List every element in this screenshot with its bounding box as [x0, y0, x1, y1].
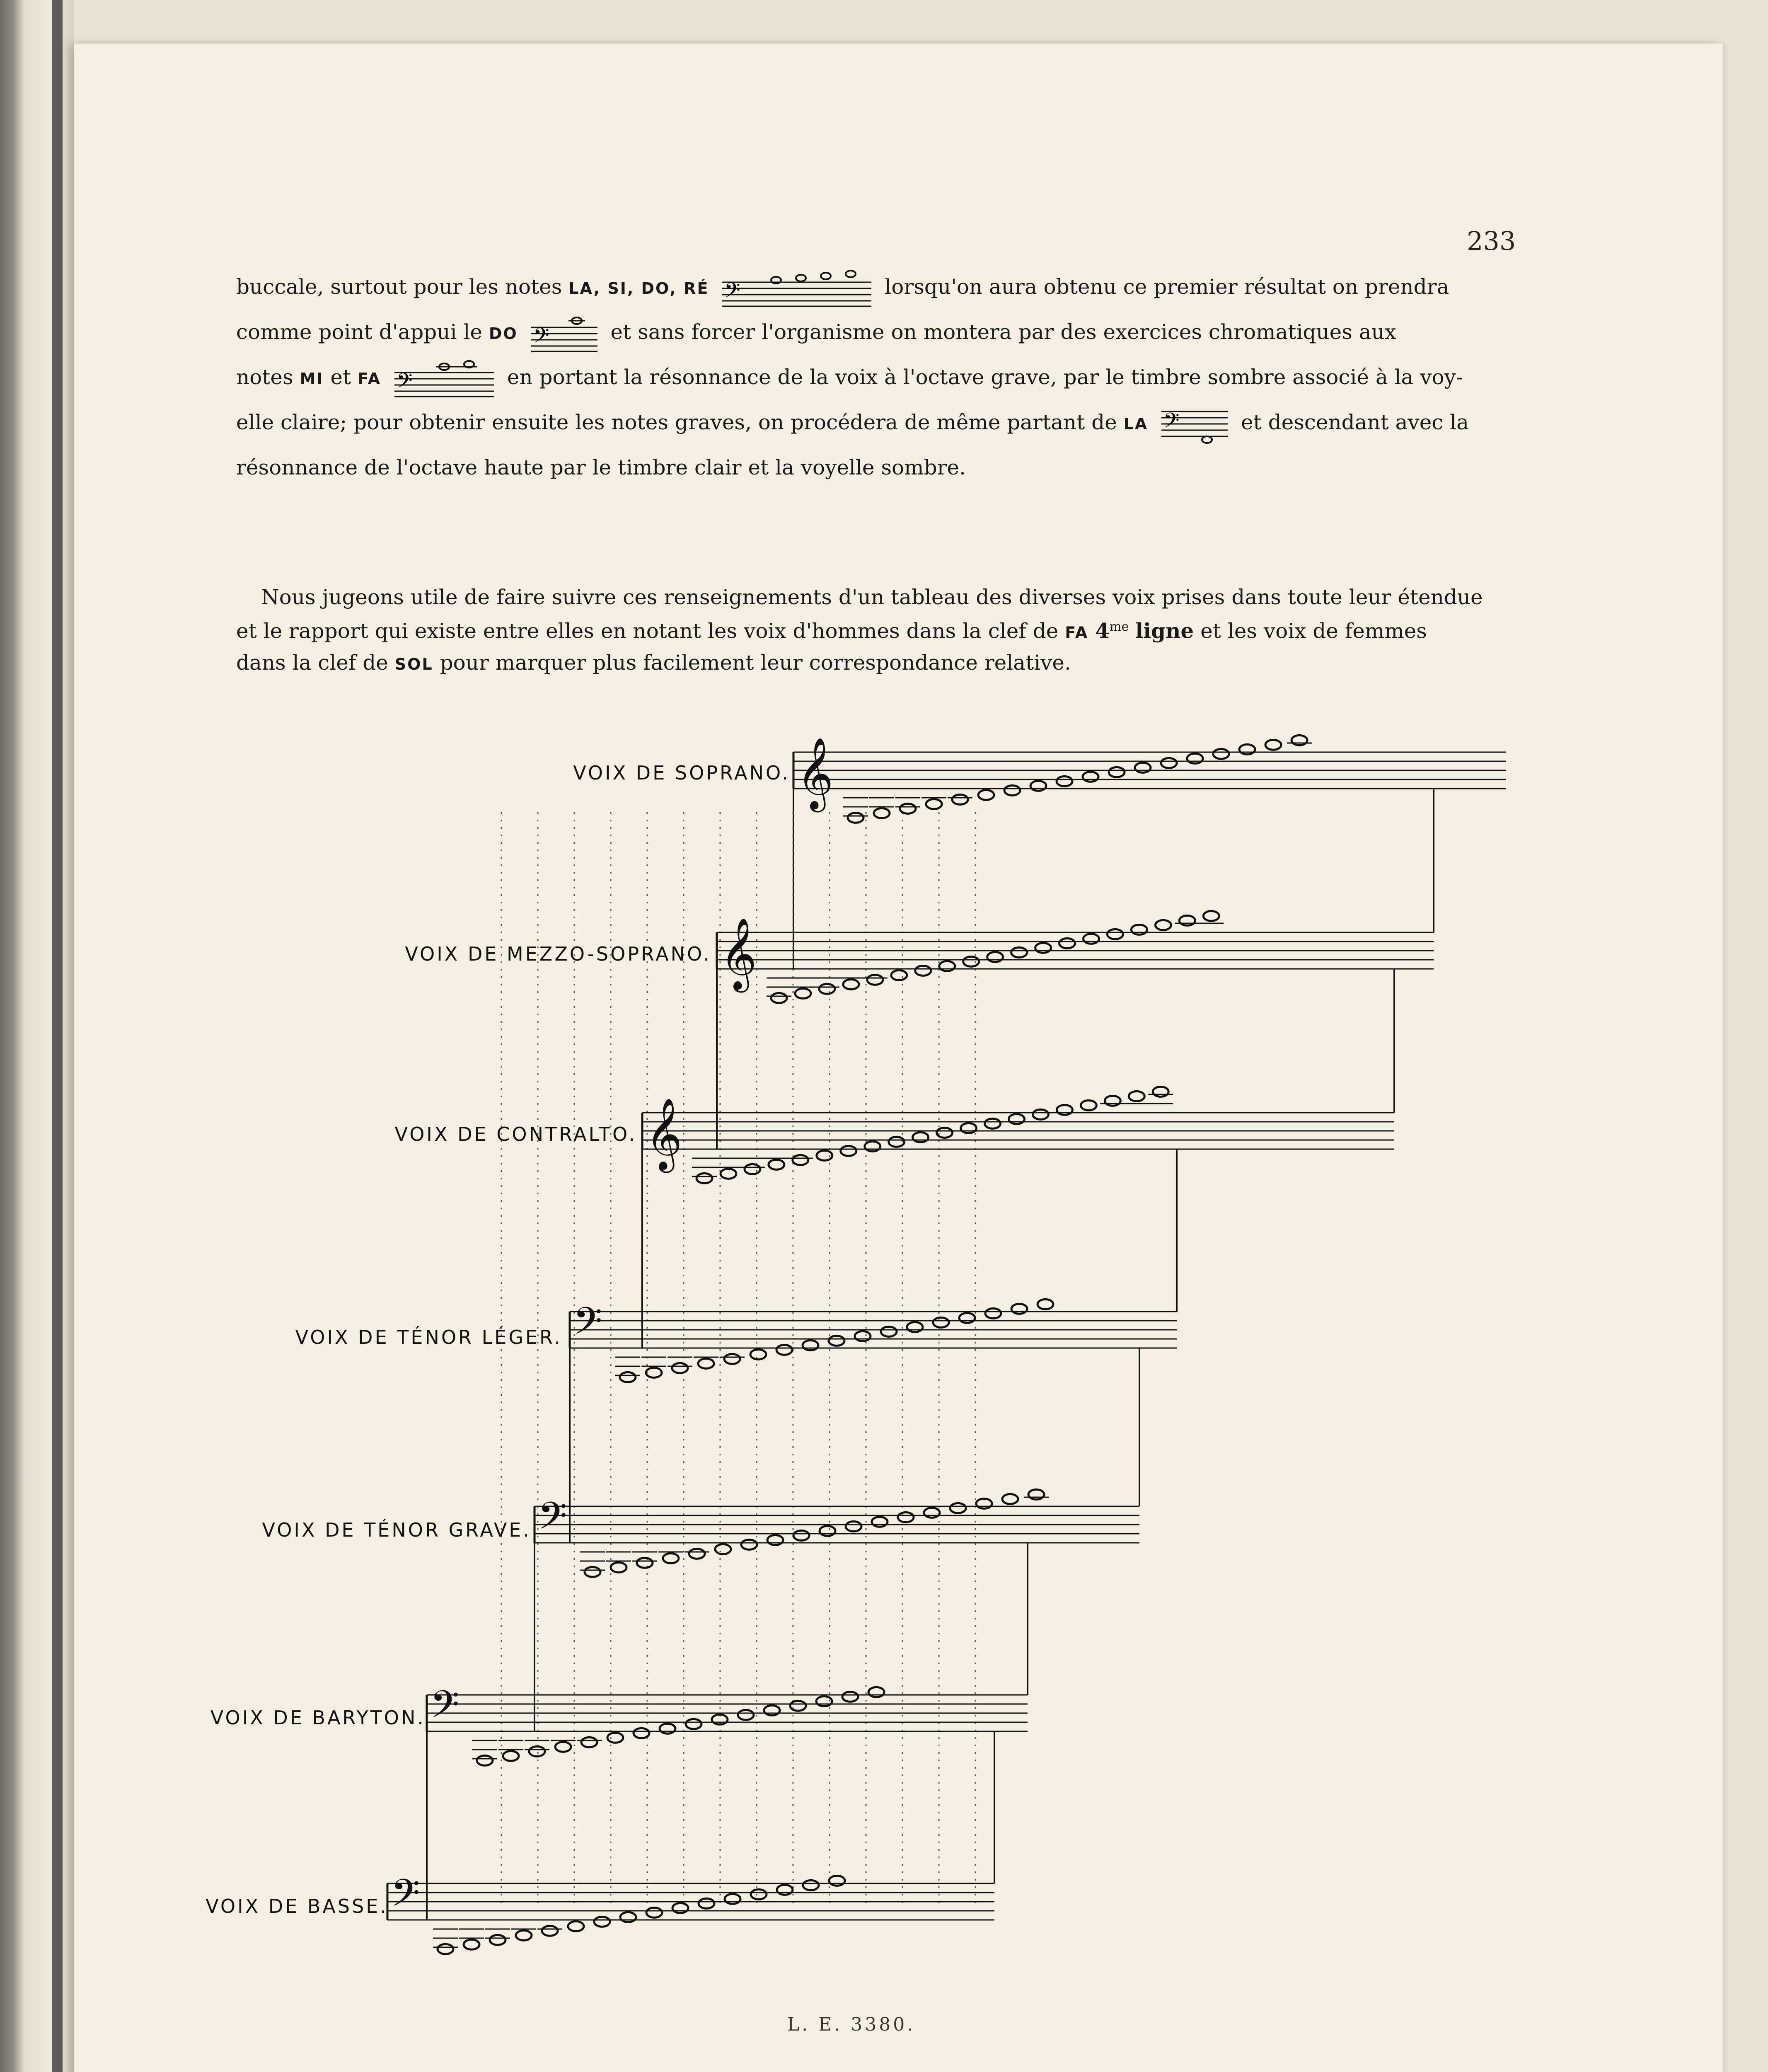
whole-note — [961, 1123, 977, 1133]
whole-note — [952, 794, 968, 804]
whole-note — [721, 1169, 736, 1179]
whole-note — [738, 1710, 754, 1720]
text: et les voix de femmes — [1200, 619, 1427, 643]
whole-note — [926, 799, 942, 809]
text: comme point d'appui le — [236, 320, 482, 344]
whole-note — [568, 1921, 584, 1931]
whole-note — [1081, 1100, 1096, 1110]
whole-note — [842, 1692, 858, 1702]
treble-clef-icon: 𝄞 — [720, 917, 757, 990]
para2-line1: Nous jugeons utile de faire suivre ces renseignements d'un tableau des diverses voix prises dans toute leur étendue — [261, 585, 1483, 609]
whole-note — [913, 1132, 929, 1142]
whole-note — [1135, 762, 1151, 772]
whole-note — [795, 988, 811, 998]
text: dans la clef de — [236, 650, 388, 675]
whole-note — [881, 1326, 897, 1336]
whole-note — [767, 1535, 783, 1545]
whole-note — [594, 1917, 610, 1927]
whole-note — [637, 1558, 653, 1568]
whole-note — [1057, 776, 1072, 786]
whole-note — [1033, 1109, 1048, 1119]
whole-note — [464, 1939, 479, 1949]
whole-note — [907, 1322, 923, 1332]
whole-note — [1030, 781, 1046, 791]
svg-text:𝄢: 𝄢 — [533, 324, 549, 352]
text: en portant la résonnance de la voix à l'octave grave, par le timbre sombre associé à la voy- — [507, 365, 1463, 389]
whole-note — [751, 1889, 767, 1899]
whole-note — [1035, 943, 1051, 953]
whole-note — [771, 993, 787, 1003]
whole-note — [1011, 1304, 1027, 1314]
clef-name: FA — [1065, 623, 1089, 642]
bass-clef-icon: 𝄢 — [573, 1299, 602, 1352]
whole-note — [829, 1876, 845, 1886]
whole-note — [867, 975, 883, 985]
text: pour marquer plus facilement leur correspondance relative. — [440, 650, 1071, 675]
treble-clef-icon: 𝄞 — [646, 1098, 682, 1170]
whole-note — [1107, 929, 1123, 939]
note-name: DO — [489, 324, 518, 343]
whole-note — [477, 1755, 493, 1765]
whole-note — [1213, 749, 1229, 759]
text: notes — [236, 365, 293, 389]
whole-note — [985, 1118, 1001, 1128]
whole-note — [672, 1903, 688, 1913]
whole-note — [438, 1944, 453, 1954]
whole-note — [686, 1719, 701, 1729]
whole-note — [620, 1912, 636, 1922]
whole-note — [803, 1340, 818, 1350]
whole-note — [843, 979, 859, 989]
whole-note — [819, 984, 835, 994]
whole-note — [865, 1141, 880, 1151]
bass-clef-icon: 𝄢 — [391, 1871, 420, 1924]
bass-clef-icon: 𝄢 — [430, 1682, 460, 1736]
whole-note — [764, 1705, 780, 1715]
voice-label-mezzo-soprano: VOIX DE MEZZO-SOPRANO. — [405, 943, 711, 965]
whole-note — [581, 1737, 597, 1747]
whole-note — [950, 1503, 966, 1513]
note-name: LA — [1123, 415, 1149, 433]
whole-note — [490, 1935, 505, 1945]
text: et — [330, 365, 351, 389]
svg-text:𝄢: 𝄢 — [724, 278, 740, 307]
whole-note — [1004, 785, 1020, 795]
whole-note — [745, 1164, 760, 1174]
whole-note — [939, 961, 955, 971]
whole-note — [689, 1549, 705, 1559]
note-name: FA — [358, 370, 382, 388]
whole-note — [1002, 1494, 1018, 1504]
whole-note — [933, 1317, 949, 1327]
whole-note — [855, 1331, 871, 1341]
whole-note — [1179, 915, 1195, 925]
ligne-word: ligne — [1135, 618, 1194, 643]
whole-note — [724, 1354, 740, 1364]
whole-note — [660, 1723, 675, 1733]
whole-note — [1265, 740, 1281, 750]
whole-note — [1059, 938, 1075, 948]
whole-note — [672, 1363, 688, 1373]
footer-plate-number: L. E. 3380. — [787, 2014, 916, 2035]
whole-note — [1083, 934, 1099, 944]
whole-note — [1292, 735, 1307, 745]
whole-note — [529, 1746, 545, 1756]
text: elle claire; pour obtenir ensuite les notes graves, on procédera de même partant de — [236, 410, 1117, 434]
whole-note — [985, 1308, 1001, 1318]
whole-note — [1187, 753, 1203, 763]
whole-note — [891, 970, 907, 980]
whole-note — [790, 1701, 806, 1711]
whole-note — [959, 1313, 975, 1323]
text: et le rapport qui existe entre elles en notant les voix d'hommes dans la clef de — [236, 619, 1059, 643]
whole-note — [1057, 1105, 1072, 1115]
whole-note — [924, 1508, 940, 1518]
whole-note — [915, 966, 931, 975]
text: et descendant avec la — [1241, 410, 1469, 434]
whole-note — [868, 1687, 884, 1697]
whole-note — [900, 804, 916, 813]
svg-text:𝄢: 𝄢 — [1163, 409, 1180, 438]
whole-note — [937, 1128, 953, 1138]
whole-note — [793, 1155, 808, 1165]
whole-note — [620, 1372, 636, 1382]
whole-note — [715, 1544, 731, 1554]
whole-note — [1105, 1096, 1120, 1106]
whole-note — [1109, 767, 1125, 777]
whole-note — [1009, 1114, 1024, 1124]
bass-clef-icon: 𝄢 — [538, 1494, 567, 1547]
whole-note — [1028, 1489, 1044, 1499]
whole-note — [976, 1498, 992, 1508]
whole-note — [769, 1159, 784, 1169]
superscript: me — [1110, 620, 1129, 634]
voice-label-tenor-leger: VOIX DE TÉNOR LÉGER. — [295, 1326, 562, 1348]
voice-label-basse: VOIX DE BASSE. — [206, 1895, 388, 1917]
note-name: MI — [300, 370, 324, 388]
whole-note — [1083, 772, 1098, 782]
whole-note — [963, 956, 979, 966]
clef-name: SOL — [394, 655, 433, 673]
note-names: LA, SI, DO, RÉ — [568, 279, 709, 298]
whole-note — [646, 1907, 662, 1917]
whole-note — [697, 1173, 712, 1183]
whole-note — [663, 1553, 679, 1563]
whole-note — [872, 1517, 888, 1527]
whole-note — [699, 1898, 714, 1908]
whole-note — [750, 1349, 766, 1359]
whole-note — [1131, 925, 1147, 934]
text: buccale, surtout pour les notes — [236, 275, 562, 299]
whole-note — [793, 1530, 809, 1540]
whole-note — [846, 1521, 861, 1531]
whole-note — [1038, 1299, 1053, 1309]
whole-note — [741, 1539, 757, 1549]
whole-note — [777, 1885, 793, 1895]
whole-note — [1155, 920, 1171, 930]
voice-label-tenor-grave: VOIX DE TÉNOR GRAVE. — [262, 1519, 531, 1541]
whole-note — [646, 1368, 662, 1377]
text: et sans forcer l'organisme on montera par des exercices chromatiques aux — [610, 320, 1396, 344]
whole-note — [1011, 947, 1027, 957]
whole-note — [1129, 1091, 1144, 1101]
page-number: 233 — [1467, 226, 1516, 256]
whole-note — [1203, 911, 1219, 921]
whole-note — [874, 808, 890, 818]
voice-label-contralto: VOIX DE CONTRALTO. — [394, 1123, 637, 1145]
whole-note — [978, 790, 994, 800]
whole-note — [1161, 758, 1177, 768]
whole-note — [516, 1930, 532, 1940]
line-number: 4 — [1095, 618, 1110, 643]
whole-note — [841, 1146, 856, 1156]
whole-note — [725, 1894, 740, 1904]
whole-note — [776, 1345, 792, 1355]
whole-note — [1153, 1087, 1168, 1097]
whole-note — [1239, 744, 1255, 754]
whole-note — [585, 1567, 600, 1577]
text: lorsqu'on aura obtenu ce premier résultat on prendra — [885, 275, 1449, 299]
whole-note — [803, 1880, 819, 1890]
treble-clef-icon: 𝄞 — [797, 737, 834, 809]
whole-note — [898, 1512, 914, 1522]
voice-label-soprano: VOIX DE SOPRANO. — [573, 762, 790, 784]
svg-text:𝄢: 𝄢 — [396, 369, 413, 397]
whole-note — [829, 1336, 844, 1346]
whole-note — [987, 952, 1003, 962]
whole-note — [542, 1926, 558, 1936]
whole-note — [503, 1751, 519, 1761]
whole-note — [607, 1733, 623, 1743]
whole-note — [634, 1728, 649, 1738]
whole-note — [611, 1562, 626, 1572]
para1-line5: résonnance de l'octave haute par le timbre clair et la voyelle sombre. — [236, 455, 966, 479]
whole-note — [698, 1358, 714, 1368]
whole-note — [848, 813, 863, 823]
voice-label-baryton: VOIX DE BARYTON. — [210, 1706, 426, 1729]
whole-note — [820, 1526, 835, 1536]
whole-note — [555, 1742, 571, 1752]
